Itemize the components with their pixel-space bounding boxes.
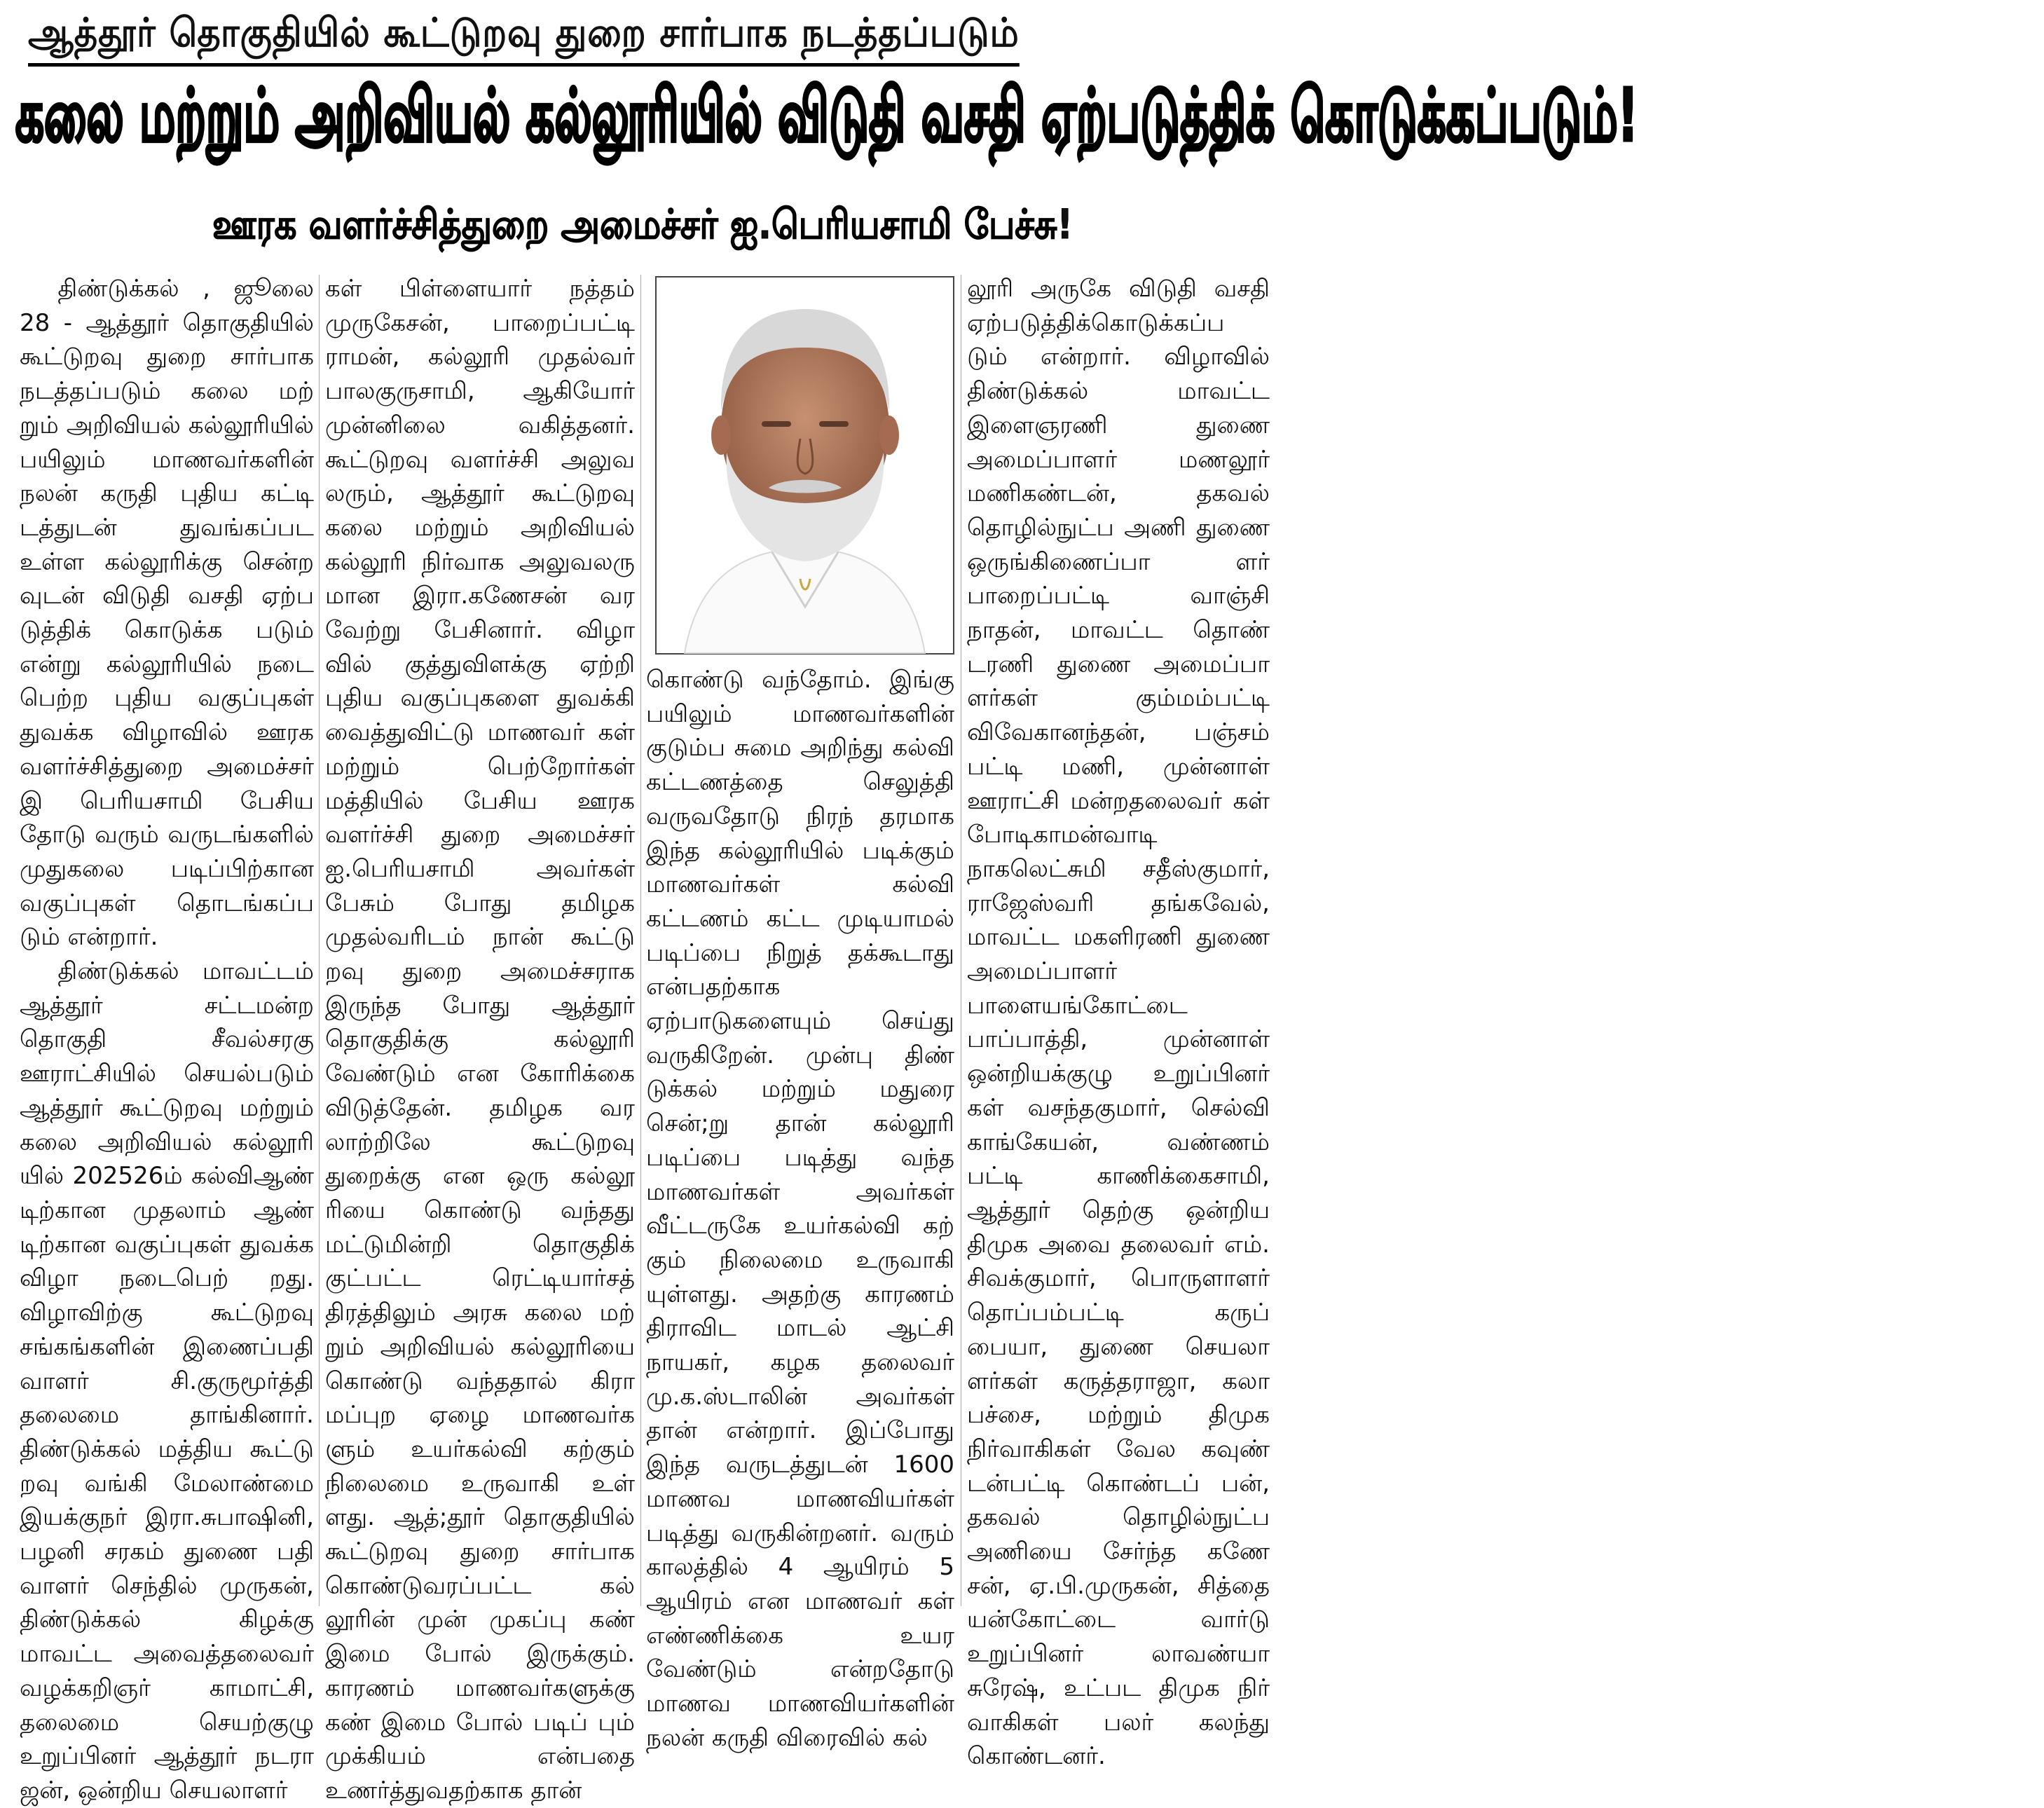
article-paragraph: திண்டுக்கல் , ஜூலை 28 - ஆத்தூர் தொகுதியில் கூட்டுறவு துறை சார்பாக நடத்தப்படும் கலை மற் றும் அறிவியல் கல்லூரியில் பயிலும் மாணவர்களின் நலன் கருதி புதிய கட்டி டத்துடன் துவங்கப்பட உள்ள கல்லூரிக்கு சென்ற வுடன் விடுதி வசதி ஏற்ப டுத்திக் கொடுக்க படும் என்று கல்லூரியில் நடை பெற்ற புதிய வகுப்புகள் துவக்க விழாவில் ஊரக வளர்ச்சித்துறை அமைச்சர் இ பெரியசாமி பேசிய தோடு வரும் வருடங்களில் முதுகலை படிப்பிற்கான வகுப்புகள் தொடங்கப்ப டும் என்றார். (20, 275, 314, 952)
column-divider (319, 275, 320, 1606)
headline-kicker-text: ஆத்தூர் தொகுதியில் கூட்டுறவு துறை சார்பாக நடத்தப்படும் (28, 10, 1020, 67)
headline-main (15, 73, 1638, 189)
article-paragraph: கொண்டு வந்தோம். இங்கு பயிலும் மாணவர்களின் குடும்ப சுமை அறிந்து கல்வி கட்டணத்தை செலுத்தி வருவதோடு நிரந் தரமாக இந்த கல்லூரியில் படிக்கும் மாணவர்கள் கல்வி கட்டணம் கட்ட முடியாமல் படிப்பை நிறுத் தக்கூடாது என்பதற்காக ஏற்பாடுகளையும் செய்து வருகிறேன். முன்பு திண் டுக்கல் மற்றும் மதுரை சென்;று தான் கல்லூரி படிப்பை படித்து வந்த மாணவர்கள் அவர்கள் வீட்டருகே உயர்கல்வி கற் கும் நிலைமை உருவாகி யுள்ளது. அதற்கு காரணம் திராவிட மாடல் ஆட்சி நாயகர், கழக தலைவர் மு.க.ஸ்டாலின் அவர்கள் தான் என்றார். இப்போது இந்த வருடத்துடன் 1600 மாணவ மாணவியர்கள் படித்து வருகின்றனர். வரும் காலத்தில் 4 ஆயிரம் 5 ஆயிரம் என மாணவர் கள் எண்ணிக்கை உயர வேண்டும் என்றதோடு மாணவ மாணவியர்களின் நலன் கருதி விரைவில் கல் (646, 666, 954, 1752)
person-portrait-icon (655, 276, 954, 655)
portrait-illustration (657, 278, 953, 653)
headline-sub (0, 200, 1285, 270)
article-paragraph: கள் பிள்ளையார் நத்தம் முருகேசன், பாறைப்பட்டி ராமன், கல்லூரி முதல்வர் பாலகுருசாமி, ஆகியோர் முன்னிலை வகித்தனர். கூட்டுறவு வளர்ச்சி அலுவ லரும், ஆத்தூர் கூட்டுறவு கலை மற்றும் அறிவியல் கல்லூரி நிர்வாக அலுவலரு மான இரா.கணேசன் வர வேற்று பேசினார். விழா வில் குத்துவிளக்கு ஏற்றி புதிய வகுப்புகளை துவக்கி வைத்துவிட்டு மாணவர் கள் மற்றும் பெற்றோர்கள் மத்தியில் பேசிய ஊரக வளர்ச்சி துறை அமைச்சர் ஐ.பெரியசாமி அவர்கள் பேசும் போது தமிழக முதல்வரிடம் நான் கூட்டு றவு துறை அமைச்சராக இருந்த போது ஆத்தூர் தொகுதிக்கு கல்லூரி வேண்டும் என கோரிக்கை விடுத்தேன். தமிழக வர லாற்றிலே கூட்டுறவு துறைக்கு என ஒரு கல்லூ ரியை கொண்டு வந்தது மட்டுமின்றி தொகுதிக் குட்பட்ட ரெட்டியார்சத் திரத்திலும் அரசு கலை மற் றும் அறிவியல் கல்லூரியை கொண்டு வந்ததால் கிரா மப்புற ஏழை மாணவர்க ளும் உயர்கல்வி கற்கும் நிலைமை உருவாகி உள் ளது. ஆத்;தூர் தொகுதியில் கூட்டுறவு துறை சார்பாக கொண்டுவரப்பட்ட கல் லூரின் முன் முகப்பு கண் இமை போல் இருக்கும். காரணம் மாணவர்களுக்கு கண் இமை போல் படிப் பும் முக்கியம் என்பதை உணர்த்துவதற்காக தான் (325, 275, 635, 1804)
article-column-4 (967, 272, 1270, 1771)
headline-main-text: கலை மற்றும் அறிவியல் கல்லூரியில் விடுதி வசதி ஏற்படுத்திக் கொடுக்கப்படும்! (15, 73, 1638, 158)
headline-kicker (28, 10, 1093, 77)
article-column-3 (646, 663, 954, 1752)
article-column-2 (325, 272, 635, 1804)
column-divider (640, 275, 641, 1606)
headline-sub-text: ஊரக வளர்ச்சித்துறை அமைச்சர் ஐ.பெரியசாமி பேச்சு! (212, 200, 1074, 248)
article-paragraph: திண்டுக்கல் மாவட்டம் ஆத்தூர் சட்டமன்ற தொகுதி சீவல்சரகு ஊராட்சியில் செயல்படும் ஆத்தூர் கூட்டுறவு மற்றும் கலை அறிவியல் கல்லூரி யில் 202526ம் கல்விஆண் டிற்கான முதலாம் ஆண் டிற்கான வகுப்புகள் துவக்க விழா நடைபெற் றது. விழாவிற்கு கூட்டுறவு சங்கங்களின் இணைப்பதி வாளர் சி.குருமூர்த்தி தலைமை தாங்கினார். திண்டுக்கல் மத்திய கூட்டு றவு வங்கி மேலாண்மை இயக்குநர் இரா.சுபாஷினி, பழனி சரகம் துணை பதி வாளர் செந்தில் முருகன், திண்டுக்கல் கிழக்கு மாவட்ட அவைத்தலைவர் வழக்கறிஞர் காமாட்சி, தலைமை செயற்குழு உறுப்பினர் ஆத்தூர் நடரா ஜன், ஒன்றிய செயலாளர் (20, 957, 314, 1804)
article-paragraph: லூரி அருகே விடுதி வசதி ஏற்படுத்திக்கொடுக்கப்ப டும் என்றார். விழாவில் திண்டுக்கல் மாவட்ட இளைஞரணி துணை அமைப்பாளர் மணலூர் மணிகண்டன், தகவல் தொழில்நுட்ப அணி துணை ஒருங்கிணைப்பா ளர் பாறைப்பட்டி வாஞ்சி நாதன், மாவட்ட தொண் டரணி துணை அமைப்பா ளர்கள் கும்மம்பட்டி விவேகானந்தன், பஞ்சம் பட்டி மணி, முன்னாள் ஊராட்சி மன்றதலைவர் கள் போடிகாமன்வாடி நாகலெட்சுமி சதீஸ்குமார், ராஜேஸ்வரி தங்கவேல், மாவட்ட மகளிரணி துணை அமைப்பாளர் பாளையங்கோட்டை பாப்பாத்தி, முன்னாள் ஒன்றியக்குழு உறுப்பினர் கள் வசந்தகுமார், செல்வி காங்கேயன், வண்ணம் பட்டி காணிக்கைசாமி, ஆத்தூர் தெற்கு ஒன்றிய திமுக அவை தலைவர் எம். சிவக்குமார், பொருளாளர் தொப்பம்பட்டி கருப் பையா, துணை செயலா ளர்கள் கருத்தராஜா, கலா பச்சை, மற்றும் திமுக நிர்வாகிகள் வேல கவுண் டன்பட்டி கொண்டப் பன், தகவல் தொழில்நுட்ப அணியை சேர்ந்த கணே சன், ஏ.பி.முருகன், சித்தை யன்கோட்டை வார்டு உறுப்பினர் லாவண்யா சுரேஷ், உட்பட திமுக நிர் வாகிகள் பலர் கலந்து கொண்டனர். (967, 275, 1270, 1771)
article-column-1 (20, 272, 314, 1804)
